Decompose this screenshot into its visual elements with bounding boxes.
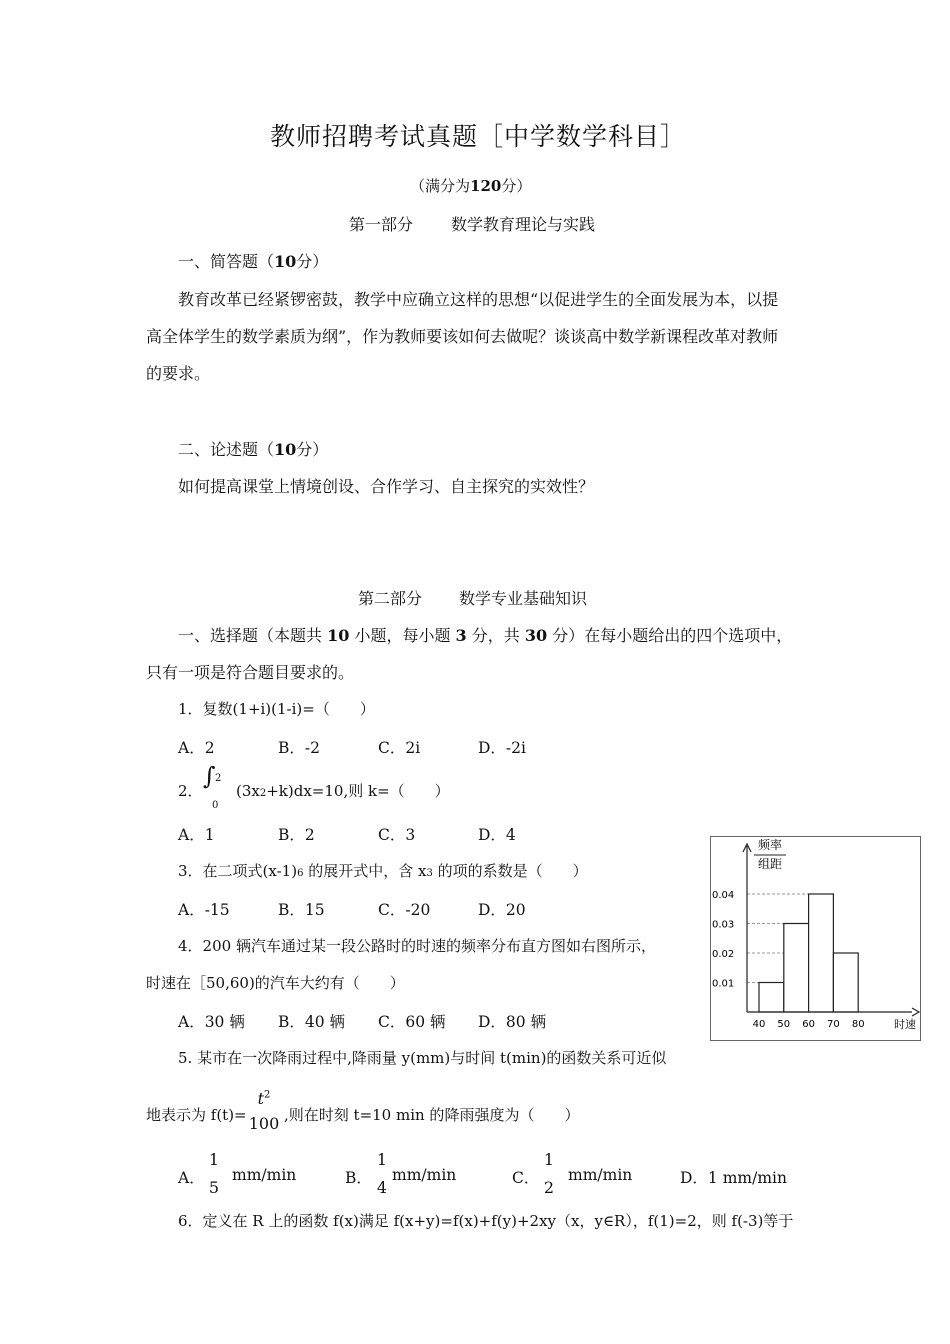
q1-option-c: C．2i [378,739,421,757]
q2-expression: (3x2+k)dx=10,则 k=（ ） [236,782,450,800]
y-tick-label: 0.01 [712,978,735,990]
y-label-top: 频率 [758,838,783,852]
q2-option-b: B．2 [278,826,315,844]
x-tick-label: 50 [777,1019,791,1030]
q5-option-a-label: A． [178,1169,205,1187]
section1-title: 一、简答题（10分） [178,252,329,271]
q5-line2-b: ,则在时刻 t=10 min 的降雨强度为（ ） [284,1106,580,1124]
histogram-bar-50-60 [784,924,809,1013]
section1-line2: 高全体学生的数学素质为纲”，作为教师要该如何去做呢？谈谈高中数学新课程改革对教师 [146,327,779,346]
x-tick-label: 60 [802,1019,815,1030]
q5-option-a-numerator: 1 [208,1150,220,1169]
q3-option-c: C．-20 [378,901,431,919]
section2-line1: 如何提高课堂上情境创设、合作学习、自主探究的实效性？ [178,477,595,496]
choice-intro-line1: 一、选择题（本题共 10 小题，每小题 3 分，共 30 分）在每小题给出的四个选项中， [178,626,793,645]
integral-sign: ∫ [203,762,216,790]
y-tick-label: 0.04 [712,890,735,901]
y-tick-label: 0.03 [712,919,735,931]
q5-option-b-unit: mm/min [392,1166,457,1184]
q5-line2-a: 地表示为 f(t)= [146,1106,247,1124]
section2-title: 二、论述题（10分） [178,440,329,459]
q2-option-d: D．4 [478,826,516,844]
x-tick-label: 80 [851,1019,865,1030]
q5-option-d: D．1 mm/min [680,1169,787,1187]
choice-intro-line2: 只有一项是符合题目要求的。 [146,663,355,682]
q6-line1: 6．定义在 R 上的函数 f(x)满足 f(x+y)=f(x)+f(y)+2xy（x，y∈R），f(1)=2，则 f(-3)等于 [178,1212,794,1230]
section1-line3: 的要求。 [146,364,211,383]
x-axis-label: 时速 [894,1018,916,1031]
histogram-bar-40-50 [759,983,784,1013]
histogram-bar-60-70 [809,894,834,1012]
integral-upper-limit: 2 [215,773,222,784]
q4-option-d: D．80 辆 [478,1013,547,1031]
section1-line1: 教育改革已经紧锣密鼓，教学中应确立这样的思想“以促进学生的全面发展为本，以提 [178,290,779,309]
y-label-bottom: 组距 [758,857,783,871]
part2-heading-a: 第二部分 [358,589,423,608]
q5-fraction-numerator: $t^2$ [257,1089,271,1108]
score-note: （满分为120分） [410,177,532,195]
q4-line2: 时速在［50,60)的汽车大约有（ ） [146,974,405,992]
q4-option-c: C．60 辆 [378,1013,446,1031]
q5-option-b-denominator: 4 [376,1178,388,1197]
q3-option-b: B．15 [278,901,325,919]
q4-line1: 4．200 辆汽车通过某一段公路时的时速的频率分布直方图如右图所示， [178,937,656,955]
x-tick-label: 40 [752,1019,766,1030]
q2-option-c: C．3 [378,826,416,844]
integral-lower-limit: 0 [212,800,219,811]
q5-fraction-denominator: 100 [248,1114,280,1133]
q3-stem: 3．在二项式(x-1)6 的展开式中，含 x3 的项的系数是（ ） [178,862,588,880]
q5-option-c-unit: mm/min [568,1166,633,1184]
q5-option-a-denominator: 5 [208,1178,220,1197]
q1-option-b: B．-2 [278,739,320,757]
q1-option-d: D．-2i [478,739,526,757]
x-tick-label: 70 [827,1019,840,1030]
q5-option-a-unit: mm/min [232,1166,297,1184]
q5-option-b-numerator: 1 [376,1150,388,1169]
part1-heading-b: 数学教育理论与实践 [451,215,596,234]
q4-option-b: B．40 辆 [278,1013,346,1031]
q3-option-d: D．20 [478,901,526,919]
q1-option-a: A．2 [178,739,215,757]
part1-heading-a: 第一部分 [349,215,414,234]
part2-heading-b: 数学专业基础知识 [459,589,588,608]
q2-option-a: A．1 [178,826,215,844]
q5-option-c-label: C． [512,1169,540,1187]
frequency-histogram [710,836,921,1041]
q1-stem: 1．复数(1+i)(1-i)=（ ） [178,700,375,718]
q5-option-b-label: B． [345,1169,372,1187]
histogram-bar-70-80 [833,953,858,1012]
q4-option-a: A．30 辆 [178,1013,245,1031]
q5-line1: 5. 某市在一次降雨过程中,降雨量 y(mm)与时间 t(min)的函数关系可近似 [178,1049,667,1067]
q5-option-c-denominator: 2 [543,1178,555,1197]
q3-option-a: A．-15 [178,901,230,919]
y-tick-label: 0.02 [712,949,735,960]
q5-option-c-numerator: 1 [543,1150,555,1169]
q2-number: 2． [178,782,203,800]
page-title: 教师招聘考试真题［中学数学科目］ [270,122,687,151]
